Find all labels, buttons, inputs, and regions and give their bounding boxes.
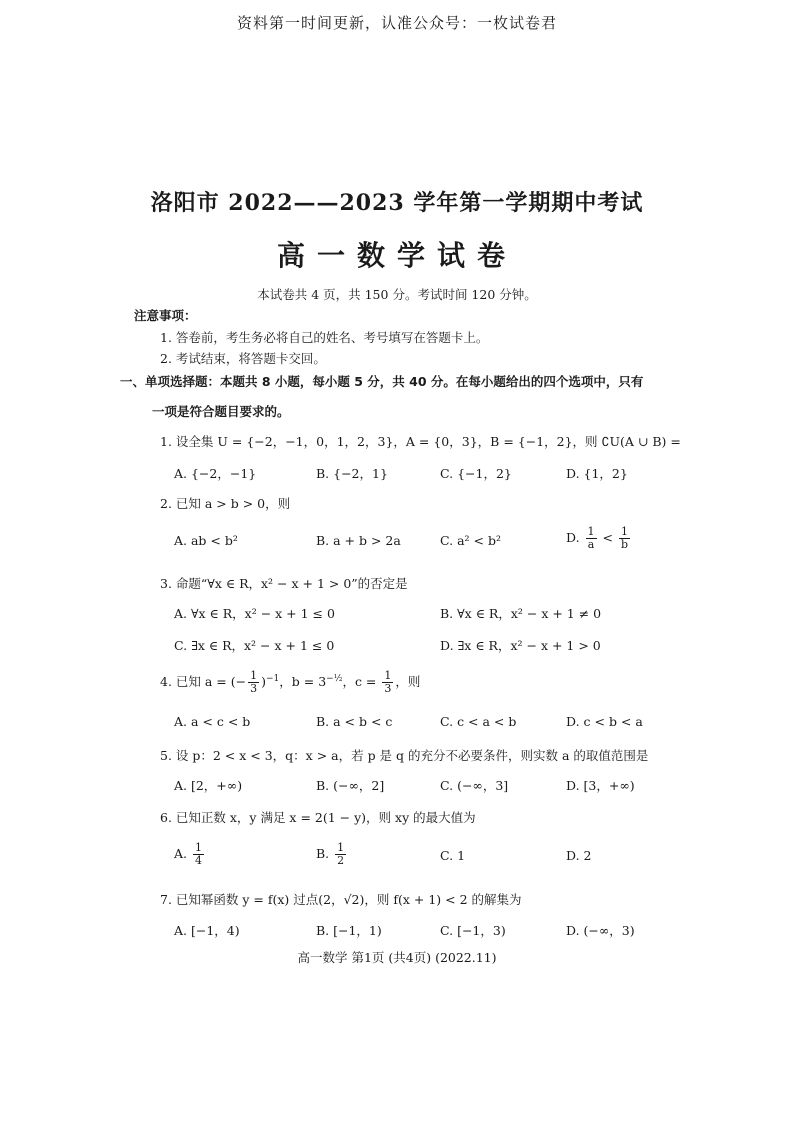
note-item: 1. 答卷前，考生务必将自己的姓名、考号填写在答题卡上。 — [160, 330, 489, 345]
q1-option-c: C. {−1，2} — [440, 466, 512, 481]
section-title-cont: 一项是符合题目要求的。 — [152, 404, 290, 419]
q3-option-d: D. ∃x ∈ R，x² − x + 1 > 0 — [440, 638, 601, 653]
q5-option-b: B. (−∞，2] — [316, 778, 385, 793]
q6-option-a: A. $\frac{1}{4}$ — [174, 841, 202, 867]
fraction: $\frac{1}{3}$ — [384, 669, 392, 695]
q7-option-b: B. [−1，1) — [316, 923, 382, 938]
question-4-stem: 4. 已知 a = (− $\frac{1}{3}$ )$^{-1}$，$b = 3^{-\frac{1}{2}}$，c = $\frac{1}{3}$ ，则 — [160, 669, 421, 695]
q4-option-b: B. a < b < c — [316, 714, 393, 729]
question-5-stem: 5. 设 p：2 < x < 3，q：x > a，若 p 是 q 的充分不必要条件，则实数 a 的取值范围是 — [160, 748, 649, 763]
q1-option-b: B. {−2，1} — [316, 466, 388, 481]
fraction: $\frac{1}{3}$ — [250, 669, 258, 695]
fraction: $\frac{1}{b}$ — [620, 525, 629, 551]
section-title: 一、单项选择题：本题共 8 小题，每小题 5 分，共 40 分。在每小题给出的四个选项中，只有 — [120, 374, 644, 389]
q1-option-d: D. {1，2} — [566, 466, 628, 481]
q2-option-a: A. ab < b² — [174, 533, 238, 548]
question-3-stem: 3. 命题“∀x ∈ R，x² − x + 1 > 0”的否定是 — [160, 576, 408, 591]
q4-option-d: D. c < b < a — [566, 714, 643, 729]
q6-option-d: D. 2 — [566, 848, 592, 863]
notes-title: 注意事项： — [134, 308, 197, 323]
fraction: $\frac{1}{4}$ — [195, 841, 202, 867]
question-6-stem: 6. 已知正数 x，y 满足 x = 2(1 − y)，则 xy 的最大值为 — [160, 810, 476, 825]
q7-option-d: D. (−∞，3) — [566, 923, 635, 938]
q5-option-c: C. (−∞，3] — [440, 778, 509, 793]
exam-title: 洛阳市 2022——2023 学年第一学期期中考试 — [150, 190, 644, 216]
q3-option-c: C. ∃x ∈ R，x² − x + 1 ≤ 0 — [174, 638, 335, 653]
q2-option-c: C. a² < b² — [440, 533, 501, 548]
fraction: $\frac{1}{a}$ — [587, 525, 595, 551]
q5-option-a: A. [2，+∞) — [174, 778, 243, 793]
exam-subtitle: 高一数学试卷 — [276, 239, 517, 272]
q7-option-a: A. [−1，4) — [174, 923, 240, 938]
question-2-stem: 2. 已知 a > b > 0，则 — [160, 496, 291, 511]
q6-option-c: C. 1 — [440, 848, 466, 863]
q6-option-b: B. $\frac{1}{2}$ — [316, 841, 345, 867]
q3-option-b: B. ∀x ∈ R，x² − x + 1 ≠ 0 — [440, 606, 602, 621]
q1-option-a: A. {−2，−1} — [174, 466, 257, 481]
q2-option-b: B. a + b > 2a — [316, 533, 401, 548]
exam-info: 本试卷共 4 页，共 150 分。考试时间 120 分钟。 — [257, 287, 537, 302]
q3-option-a: A. ∀x ∈ R，x² − x + 1 ≤ 0 — [174, 606, 335, 621]
q7-option-c: C. [−1，3) — [440, 923, 506, 938]
q4-option-c: C. c < a < b — [440, 714, 517, 729]
note-item: 2. 考试结束，将答题卡交回。 — [160, 351, 326, 366]
header-note: 资料第一时间更新，认准公众号：一枚试卷君 — [236, 14, 557, 32]
page-footer: 高一数学 第1页 (共4页) (2022.11) — [297, 950, 497, 965]
question-1-stem: 1. 设全集 U = {−2，−1，0，1，2，3}，A = {0，3}，B = {−1，2}，则 ∁U(A ∪ B) = — [160, 434, 681, 449]
question-7-stem: 7. 已知幂函数 y = f(x) 过点(2，√2)，则 f(x + 1) < 2 的解集为 — [160, 892, 522, 907]
q5-option-d: D. [3，+∞) — [566, 778, 635, 793]
fraction: $\frac{1}{2}$ — [337, 841, 345, 867]
q4-option-a: A. a < c < b — [174, 714, 251, 729]
q2-option-d: D. $\frac{1}{a}$ < $\frac{1}{b}$ — [566, 525, 629, 551]
